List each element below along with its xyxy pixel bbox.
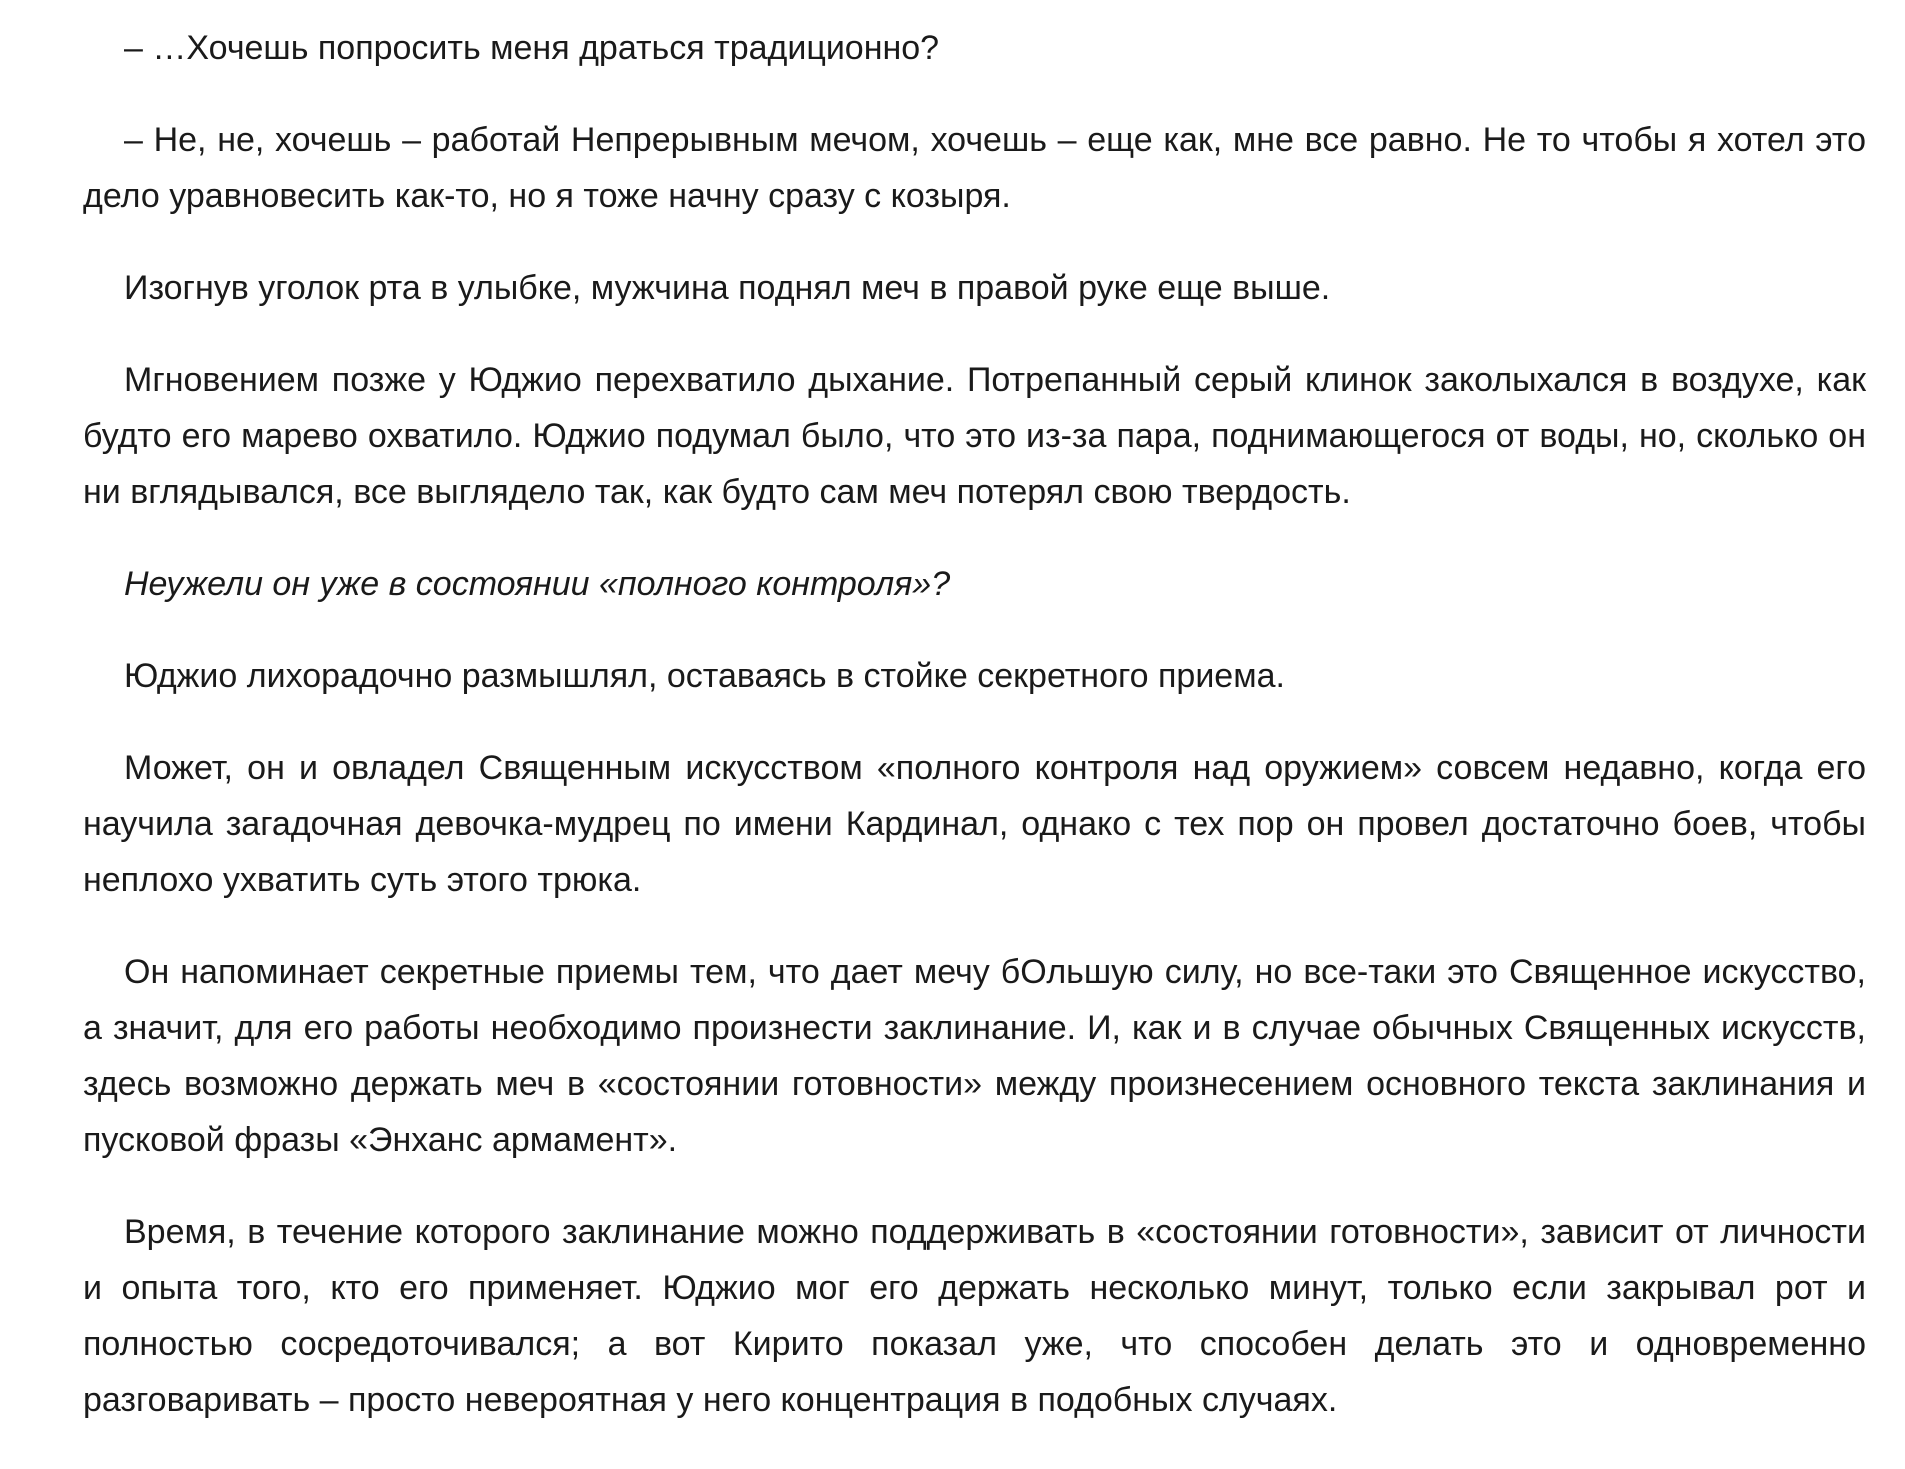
paragraph-1: – …Хочешь попросить меня драться традиционно? — [124, 29, 940, 67]
paragraph-9: Время, в течение которого заклинание можно поддерживать в «состоянии готовности», зависит от личности и опыта того, кто его применяет. Юджио мог его держать несколько минут, только если закрывал рот и полностью сосредоточивался; а вот Кирито показал уже, что способен делать это и одновременно разговаривать – просто невероятная у него концентрация в подобных случаях. — [83, 1213, 1866, 1419]
paragraph-5-italic-thought: Неужели он уже в состоянии «полного контроля»? — [124, 565, 951, 603]
paragraph-3: Изогнув уголок рта в улыбке, мужчина поднял меч в правой руке еще выше. — [124, 269, 1331, 307]
paragraph-6: Юджио лихорадочно размышлял, оставаясь в стойке секретного приема. — [124, 657, 1285, 695]
paragraph-4: Мгновением позже у Юджио перехватило дыхание. Потрепанный серый клинок заколыхался в воздухе, как будто его марево охватило. Юджио подумал было, что это из-за пара, поднимающегося от воды, но, сколько он ни вглядывался, все выглядело так, как будто сам меч потерял свою твердость. — [83, 361, 1866, 511]
document-page — [83, 20, 1866, 1464]
paragraph-7: Может, он и овладел Священным искусством «полного контроля над оружием» совсем недавно, когда его научила загадочная девочка-мудрец по имени Кардинал, однако с тех пор он провел достаточно боев, чтобы неплохо ухватить суть этого трюка. — [83, 749, 1866, 899]
paragraph-8: Он напоминает секретные приемы тем, что дает мечу бОльшую силу, но все-таки это Священное искусство, а значит, для его работы необходимо произнести заклинание. И, как и в случае обычных Священных искусств, здесь возможно держать меч в «состоянии готовности» между произнесением основного текста заклинания и пусковой фразы «Энханс армамент». — [83, 953, 1866, 1159]
paragraph-2: – Не, не, хочешь – работай Непрерывным мечом, хочешь – еще как, мне все равно. Не то чтобы я хотел это дело уравновесить как-то, но я тоже начну сразу с козыря. — [83, 121, 1866, 215]
